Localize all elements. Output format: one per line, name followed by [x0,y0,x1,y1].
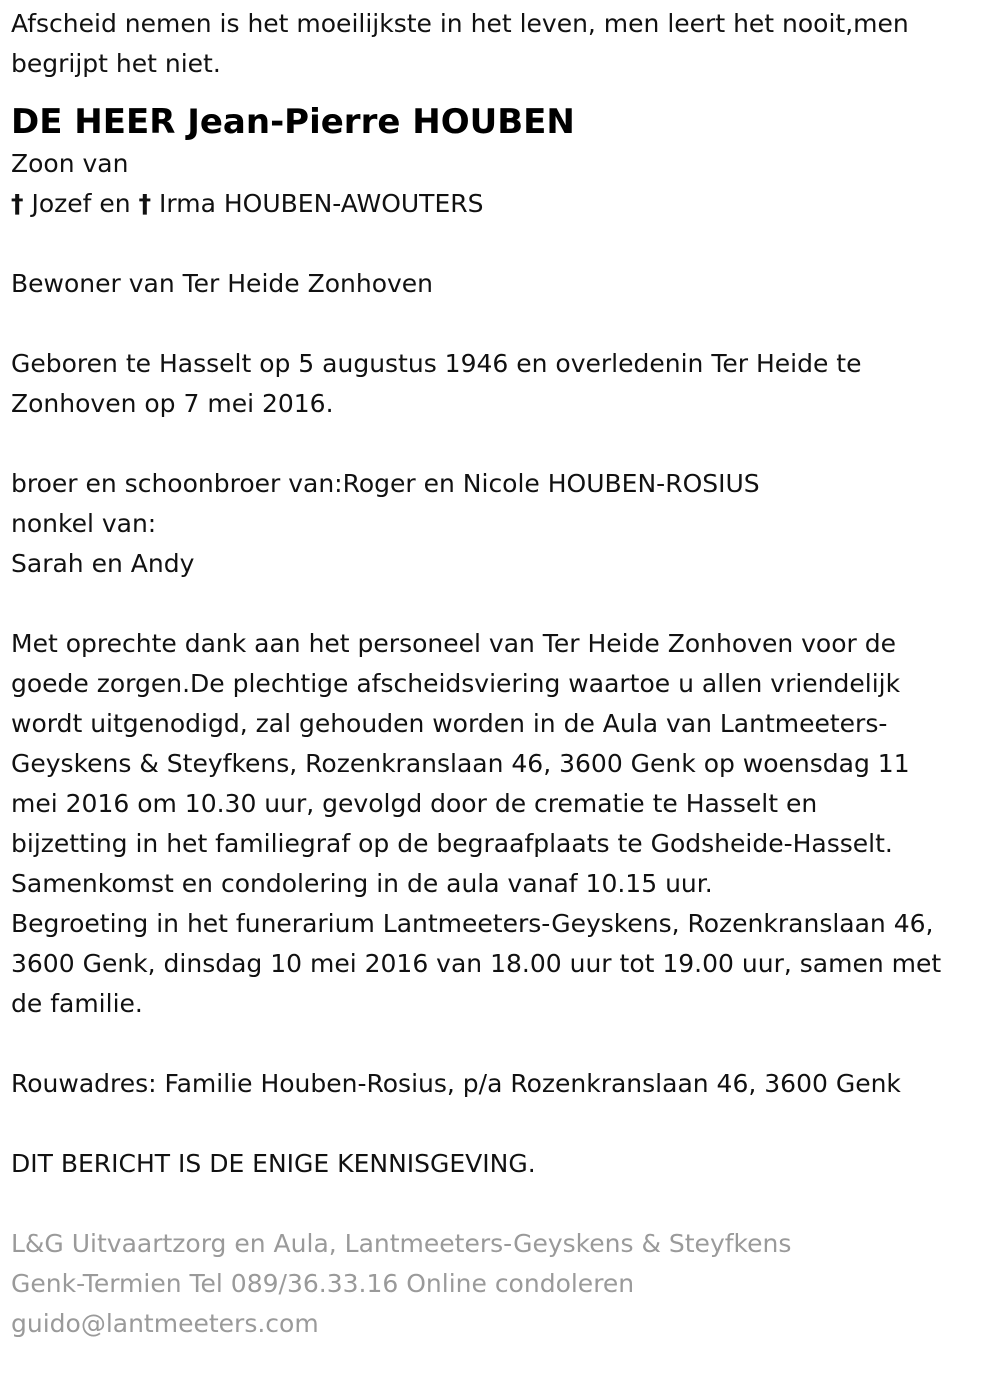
footer-line-2: Genk-Termien Tel 089/36.33.16 Online condoleren [11,1269,635,1298]
mother-name: Irma HOUBEN-AWOUTERS [159,189,484,218]
ceremony-line: bijzetting in het familiegraf op de begraafplaats te Godsheide-Hasselt. [11,829,893,858]
spacer [11,1024,1000,1064]
footer-email: guido@lantmeeters.com [11,1309,319,1338]
ceremony-line: mei 2016 om 10.30 uur, gevolgd door de crematie te Hasselt en [11,789,818,818]
cross-icon: † [11,189,24,218]
funeral-home-footer [11,1224,1000,1344]
ceremony-line: goede zorgen.De plechtige afscheidsviering waartoe u allen vriendelijk [11,669,901,698]
notice-line: DIT BERICHT IS DE ENIGE KENNISGEVING. [11,1149,536,1178]
spacer [11,1184,1000,1224]
ceremony-line: de familie. [11,989,143,1018]
family-line-2: nonkel van: [11,509,157,538]
ceremony-line: 3600 Genk, dinsdag 10 mei 2016 van 18.00 uur tot 19.00 uur, samen met [11,949,942,978]
ceremony-paragraph [11,624,1000,1024]
son-of-label: Zoon van [11,149,129,178]
spacer [11,304,1000,344]
ceremony-line: Met oprechte dank aan het personeel van Ter Heide Zonhoven voor de [11,629,896,658]
intro-line-2: begrijpt het niet. [11,49,221,78]
birth-death-line-2: Zonhoven op 7 mei 2016. [11,389,334,418]
ceremony-line: Samenkomst en condolering in de aula vanaf 10.15 uur. [11,869,713,898]
family-line-1: broer en schoonbroer van:Roger en Nicole HOUBEN-ROSIUS [11,469,760,498]
ceremony-line: wordt uitgenodigd, zal gehouden worden in de Aula van Lantmeeters- [11,709,888,738]
deceased-name: DE HEER Jean-Pierre HOUBEN [11,102,575,142]
intro-line-1: Afscheid nemen is het moeilijkste in het leven, men leert het nooit,men [11,9,909,38]
spacer [11,424,1000,464]
resident-line: Bewoner van Ter Heide Zonhoven [11,269,434,298]
spacer [11,1104,1000,1144]
birth-death-line-1: Geboren te Hasselt op 5 augustus 1946 en overledenin Ter Heide te [11,349,862,378]
spacer [11,584,1000,624]
ceremony-line: Begroeting in het funerarium Lantmeeters-Geyskens, Rozenkranslaan 46, [11,909,934,938]
mourning-address: Rouwadres: Familie Houben-Rosius, p/a Rozenkranslaan 46, 3600 Genk [11,1069,901,1098]
ceremony-line: Geyskens & Steyfkens, Rozenkranslaan 46, 3600 Genk op woensdag 11 [11,749,910,778]
family-line-3: Sarah en Andy [11,549,195,578]
spacer [11,224,1000,264]
footer-line-1: L&G Uitvaartzorg en Aula, Lantmeeters-Geyskens & Steyfkens [11,1229,792,1258]
father-name: Jozef en [31,189,131,218]
intro-quote [11,4,1000,84]
cross-icon: † [138,189,152,218]
parents-line [11,184,1000,224]
